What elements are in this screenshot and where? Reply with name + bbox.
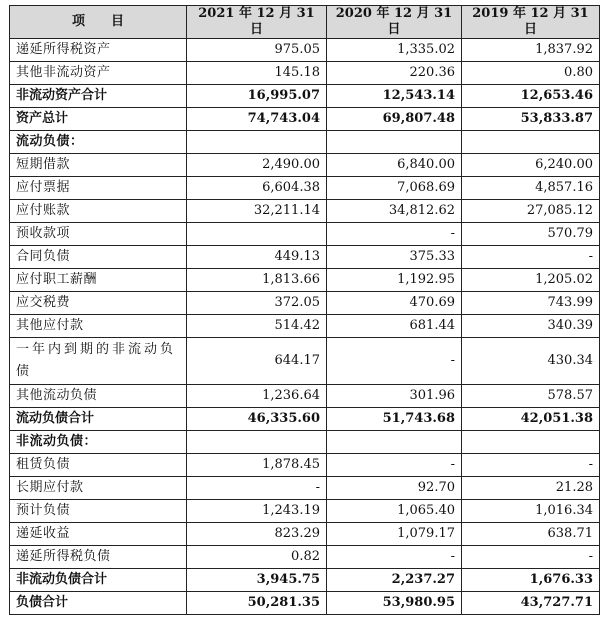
table-row: [10, 292, 600, 315]
table-row: [10, 315, 600, 338]
table-row: [10, 269, 600, 292]
row-label: 应付账款: [10, 200, 187, 223]
value-2020: 12,543.14: [327, 85, 462, 108]
value-2021: 50,281.35: [187, 592, 327, 615]
header-row: [10, 6, 600, 39]
value-2020: 51,743.68: [327, 408, 462, 431]
value-2019: 27,085.12: [462, 200, 600, 223]
value-2020: 69,807.48: [327, 108, 462, 131]
header-2019: 2019 年 12 月 31 日: [462, 6, 600, 39]
value-2021: [187, 431, 327, 454]
table-row: [10, 385, 600, 408]
header-2020: 2020 年 12 月 31 日: [327, 6, 462, 39]
value-2021: 514.42: [187, 315, 327, 338]
row-label: 递延所得税资产: [10, 39, 187, 62]
value-2019: -: [462, 246, 600, 269]
value-2019: 4,857.16: [462, 177, 600, 200]
value-2020: -: [327, 223, 462, 246]
value-2020: 375.33: [327, 246, 462, 269]
value-2021: 1,813.66: [187, 269, 327, 292]
row-label: 递延收益: [10, 523, 187, 546]
value-2021: [187, 223, 327, 246]
row-label: 流动负债合计: [10, 408, 187, 431]
value-2021: 46,335.60: [187, 408, 327, 431]
table-row: [10, 569, 600, 592]
value-2021: 2,490.00: [187, 154, 327, 177]
row-label: 合同负债: [10, 246, 187, 269]
value-2020: 220.36: [327, 62, 462, 85]
row-label: 预计负债: [10, 500, 187, 523]
value-2019: 12,653.46: [462, 85, 600, 108]
table-row: [10, 431, 600, 454]
value-2020: 53,980.95: [327, 592, 462, 615]
row-label: 流动负债：: [10, 131, 187, 154]
table-row: [10, 523, 600, 546]
value-2020: -: [327, 338, 462, 385]
value-2019: 430.34: [462, 338, 600, 385]
row-label: 资产总计: [10, 108, 187, 131]
value-2020: 92.70: [327, 477, 462, 500]
table-row: [10, 500, 600, 523]
value-2020: [327, 131, 462, 154]
table-row: [10, 477, 600, 500]
table-row: [10, 546, 600, 569]
value-2020: 7,068.69: [327, 177, 462, 200]
value-2019: [462, 431, 600, 454]
row-label: 其他非流动资产: [10, 62, 187, 85]
value-2020: [327, 431, 462, 454]
value-2019: 0.80: [462, 62, 600, 85]
value-2019: 1,837.92: [462, 39, 600, 62]
value-2020: -: [327, 454, 462, 477]
table-body: [10, 39, 600, 615]
value-2021: 372.05: [187, 292, 327, 315]
row-label: 一年内到期的非流动负债: [10, 338, 187, 385]
value-2019: 1,205.02: [462, 269, 600, 292]
value-2020: 1,065.40: [327, 500, 462, 523]
value-2021: 16,995.07: [187, 85, 327, 108]
value-2021: -: [187, 477, 327, 500]
row-label: 预收款项: [10, 223, 187, 246]
value-2021: 1,236.64: [187, 385, 327, 408]
value-2020: 1,335.02: [327, 39, 462, 62]
table-row: [10, 592, 600, 615]
value-2019: 21.28: [462, 477, 600, 500]
value-2019: 1,016.34: [462, 500, 600, 523]
value-2021: [187, 131, 327, 154]
balance-sheet-table: [9, 5, 600, 615]
value-2019: 570.79: [462, 223, 600, 246]
value-2020: 34,812.62: [327, 200, 462, 223]
table-row: [10, 154, 600, 177]
value-2021: 644.17: [187, 338, 327, 385]
table-row: [10, 454, 600, 477]
table-row: [10, 246, 600, 269]
value-2020: 2,237.27: [327, 569, 462, 592]
table-row: [10, 408, 600, 431]
value-2019: 42,051.38: [462, 408, 600, 431]
row-label: 长期应付款: [10, 477, 187, 500]
row-label: 应交税费: [10, 292, 187, 315]
header-2021: 2021 年 12 月 31 日: [187, 6, 327, 39]
value-2020: 681.44: [327, 315, 462, 338]
value-2021: 1,243.19: [187, 500, 327, 523]
value-2019: 340.39: [462, 315, 600, 338]
row-label: 租赁负债: [10, 454, 187, 477]
row-label: 短期借款: [10, 154, 187, 177]
row-label: 非流动资产合计: [10, 85, 187, 108]
value-2021: 32,211.14: [187, 200, 327, 223]
row-label: 其他流动负债: [10, 385, 187, 408]
row-label: 负债合计: [10, 592, 187, 615]
table-row: [10, 338, 600, 385]
value-2019: 578.57: [462, 385, 600, 408]
value-2020: -: [327, 546, 462, 569]
table-row: [10, 85, 600, 108]
value-2019: 53,833.87: [462, 108, 600, 131]
value-2019: -: [462, 454, 600, 477]
row-label: 非流动负债合计: [10, 569, 187, 592]
value-2021: 3,945.75: [187, 569, 327, 592]
row-label: 非流动负债：: [10, 431, 187, 454]
value-2019: 638.71: [462, 523, 600, 546]
value-2020: 470.69: [327, 292, 462, 315]
value-2021: 74,743.04: [187, 108, 327, 131]
table-row: [10, 200, 600, 223]
header-item: 项 目: [10, 6, 187, 39]
value-2020: 1,079.17: [327, 523, 462, 546]
value-2019: 6,240.00: [462, 154, 600, 177]
value-2021: 0.82: [187, 546, 327, 569]
value-2019: [462, 131, 600, 154]
row-label: 其他应付款: [10, 315, 187, 338]
value-2021: 975.05: [187, 39, 327, 62]
value-2021: 823.29: [187, 523, 327, 546]
value-2019: 743.99: [462, 292, 600, 315]
table-row: [10, 108, 600, 131]
value-2021: 6,604.38: [187, 177, 327, 200]
table-row: [10, 39, 600, 62]
table-row: [10, 223, 600, 246]
value-2021: 1,878.45: [187, 454, 327, 477]
value-2020: 6,840.00: [327, 154, 462, 177]
value-2019: 1,676.33: [462, 569, 600, 592]
value-2021: 449.13: [187, 246, 327, 269]
value-2019: -: [462, 546, 600, 569]
value-2020: 1,192.95: [327, 269, 462, 292]
table-row: [10, 62, 600, 85]
table-row: [10, 177, 600, 200]
value-2019: 43,727.71: [462, 592, 600, 615]
row-label: 递延所得税负债: [10, 546, 187, 569]
table-row: [10, 131, 600, 154]
value-2020: 301.96: [327, 385, 462, 408]
row-label: 应付票据: [10, 177, 187, 200]
value-2021: 145.18: [187, 62, 327, 85]
row-label: 应付职工薪酬: [10, 269, 187, 292]
